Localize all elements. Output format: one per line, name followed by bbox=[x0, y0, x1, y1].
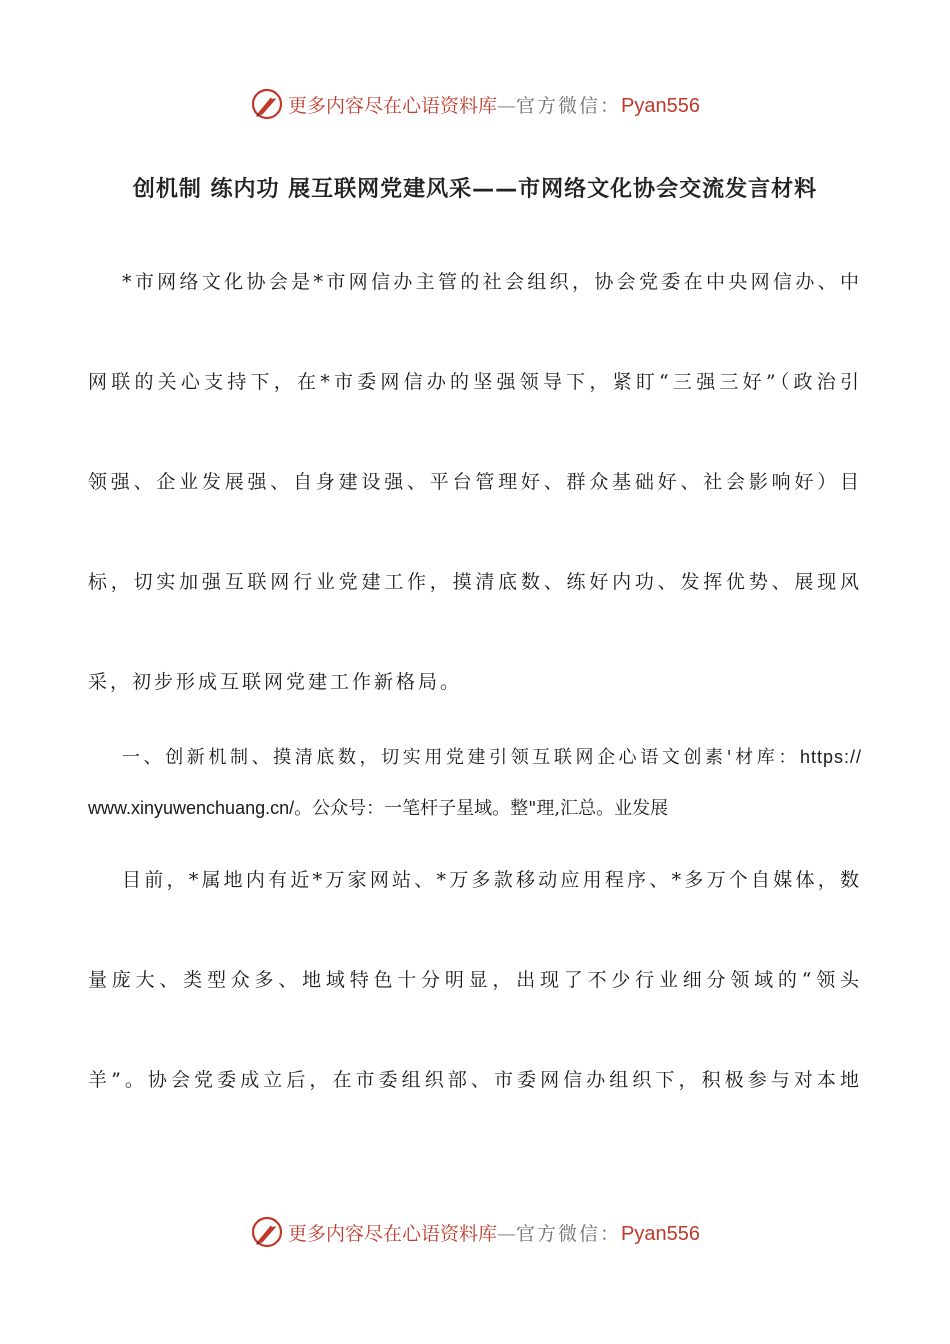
document-title: 创机制 练内功 展互联网党建风采——市网络文化协会交流发言材料 bbox=[132, 177, 818, 202]
paragraph-2-line: 羊”。协会党委成立后，在市委组织部、市委网信办组织下，积极参与对本地 bbox=[88, 1069, 862, 1091]
watermark-text bbox=[288, 1219, 700, 1246]
section-heading-line bbox=[88, 740, 862, 775]
paragraph-1-line: 标，切实加强互联网行业党建工作，摸清底数、练好内功、发挥优势、展现风 bbox=[88, 571, 862, 593]
watermark-official: 官方微信： bbox=[516, 94, 622, 117]
watermark-dash: — bbox=[497, 94, 517, 117]
watermark-wechat-id: Pyan556 bbox=[621, 1222, 700, 1245]
pen-logo-icon bbox=[250, 1215, 284, 1249]
paragraph-1-line: 网联的关心支持下，在*市委网信办的坚强领导下，紧盯“三强三好”（政治引 bbox=[88, 371, 862, 393]
section-heading-text: 一、创新机制、摸清底数，切实用党建引领互联网企心语文创素'材库： bbox=[122, 747, 800, 768]
watermark-official: 官方微信： bbox=[516, 1222, 622, 1245]
watermark-dash: — bbox=[497, 1222, 517, 1245]
paragraph-1-line: 采，初步形成互联网党建工作新格局。 bbox=[88, 671, 463, 693]
source-url-part: https:// bbox=[799, 747, 862, 767]
source-url-part: www.xinyuwenchuang.cn/ bbox=[88, 798, 295, 818]
footer-watermark bbox=[0, 1212, 950, 1252]
paragraph-1 bbox=[88, 262, 862, 762]
section-heading-line bbox=[88, 791, 862, 826]
paragraph-1-line: *市网络文化协会是*市网信办主管的社会组织，协会党委在中央网信办、中 bbox=[122, 271, 862, 293]
section-heading-1 bbox=[88, 740, 862, 826]
watermark-text bbox=[288, 91, 700, 118]
paragraph-2-line: 目前，*属地内有近*万家网站、*万多款移动应用程序、*多万个自媒体，数 bbox=[122, 869, 862, 891]
watermark-wechat-id: Pyan556 bbox=[621, 94, 700, 117]
pen-logo-icon bbox=[250, 87, 284, 121]
watermark-label: 更多内容尽在心语资料库 bbox=[288, 94, 498, 117]
paragraph-2-line: 量庞大、类型众多、地域特色十分明显，出现了不少行业细分领域的“领头 bbox=[88, 969, 862, 991]
header-watermark bbox=[0, 84, 950, 124]
section-heading-text: 。公众号：一笔杆子星域。整"理,汇总。业发展 bbox=[294, 798, 669, 819]
paragraph-2 bbox=[88, 860, 862, 1160]
watermark-label: 更多内容尽在心语资料库 bbox=[288, 1222, 498, 1245]
paragraph-1-line: 领强、企业发展强、自身建设强、平台管理好、群众基础好、社会影响好）目 bbox=[88, 471, 862, 493]
